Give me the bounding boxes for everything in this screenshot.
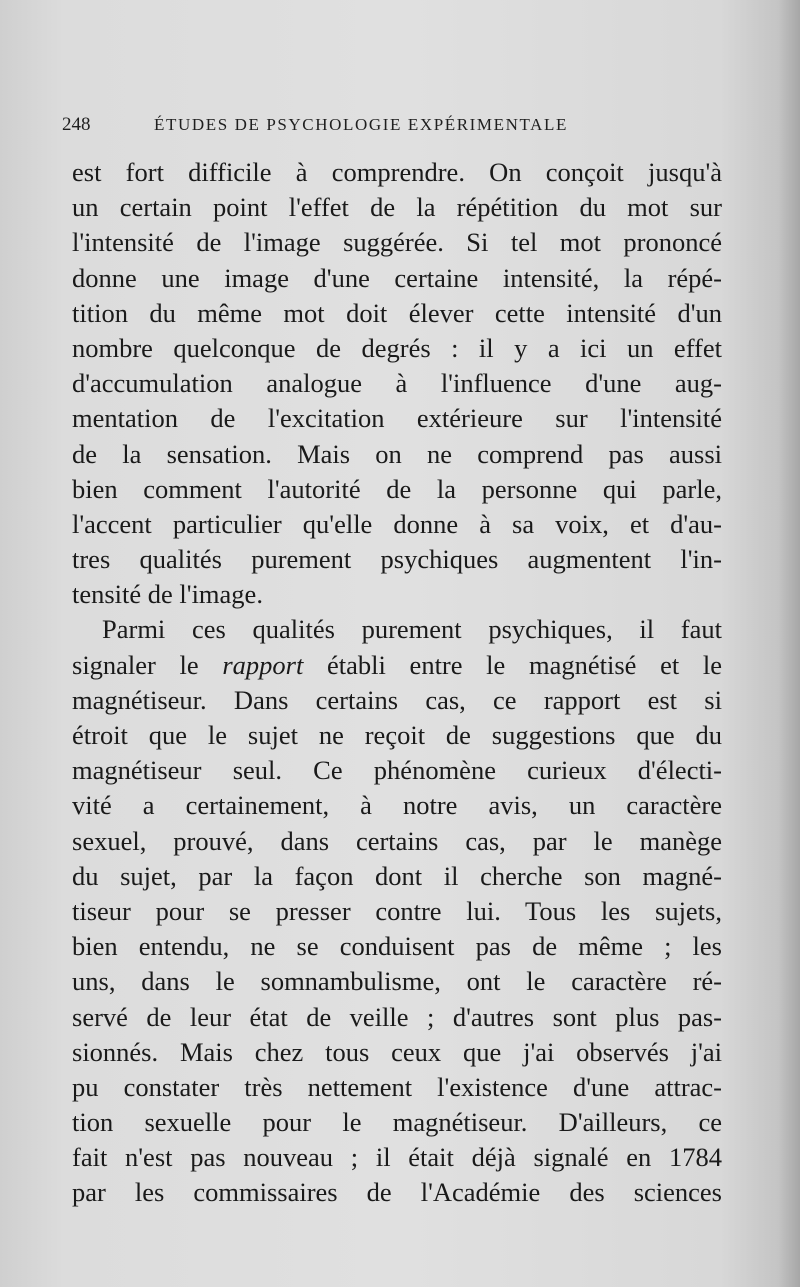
text-line: Parmi ces qualités purement psychiques, il faut: [102, 614, 722, 645]
text-line: vité a certainement, à notre avis, un caractère: [72, 790, 722, 821]
text-fragment: établi entre le magnétisé et le: [303, 649, 722, 680]
text-line: magnétiseur. Dans certains cas, ce rapport est si: [72, 684, 722, 715]
text-line: est fort difficile à comprendre. On conçoit jusqu'à: [72, 157, 722, 187]
text-line: du sujet, par la façon dont il cherche son magné-: [72, 860, 722, 891]
text-line: servé de leur état de veille ; d'autres sont plus pas-: [72, 1001, 722, 1032]
body-text: [72, 155, 722, 1211]
text-line: tition du même mot doit élever cette intensité d'un: [72, 297, 722, 328]
text-line: étroit que le sujet ne reçoit de suggestions que du: [72, 720, 722, 750]
text-line: par les commissaires de l'Académie des sciences: [72, 1177, 722, 1208]
text-line: nombre quelconque de degrés : il y a ici un effet: [72, 332, 722, 363]
text-line: tion sexuelle pour le magnétiseur. D'ailleurs, ce: [72, 1107, 722, 1138]
text-line: d'accumulation analogue à l'influence d'une aug-: [72, 368, 722, 399]
text-line-with-italic: [72, 648, 722, 683]
text-line: tiseur pour se presser contre lui. Tous les sujets,: [72, 895, 722, 926]
text-line: l'accent particulier qu'elle donne à sa voix, et d'au-: [72, 508, 722, 539]
italic-word: rapport: [222, 649, 304, 680]
text-line: mentation de l'excitation extérieure sur l'intensité: [72, 403, 722, 434]
text-line: de la sensation. Mais on ne comprend pas aussi: [72, 438, 722, 469]
text-fragment: signaler le: [72, 649, 223, 680]
page-edge-shadow: [778, 0, 800, 1287]
text-line: bien entendu, ne se conduisent pas de même ; les: [72, 931, 722, 962]
text-line: l'intensité de l'image suggérée. Si tel mot prononcé: [72, 227, 722, 258]
text-line: tres qualités purement psychiques augmentent l'in-: [72, 544, 722, 575]
text-line: donne une image d'une certaine intensité, la répé-: [72, 262, 722, 293]
text-line: sionnés. Mais chez tous ceux que j'ai observés j'ai: [72, 1036, 722, 1067]
page-header: [62, 114, 722, 140]
text-line: magnétiseur seul. Ce phénomène curieux d'électi-: [72, 755, 722, 786]
text-line: fait n'est pas nouveau ; il était déjà signalé en 1784: [72, 1142, 722, 1173]
text-line: pu constater très nettement l'existence d'une attrac-: [72, 1071, 722, 1102]
page-number: 248: [62, 114, 91, 135]
text-line: tensité de l'image.: [72, 579, 263, 610]
text-line: uns, dans le somnambulisme, ont le caractère ré-: [72, 966, 722, 997]
text-line: un certain point l'effet de la répétition du mot sur: [72, 192, 722, 223]
text-line: sexuel, prouvé, dans certains cas, par le manège: [72, 825, 722, 856]
text-line: bien comment l'autorité de la personne qui parle,: [72, 473, 722, 504]
running-head: ÉTUDES DE PSYCHOLOGIE EXPÉRIMENTALE: [154, 115, 568, 134]
